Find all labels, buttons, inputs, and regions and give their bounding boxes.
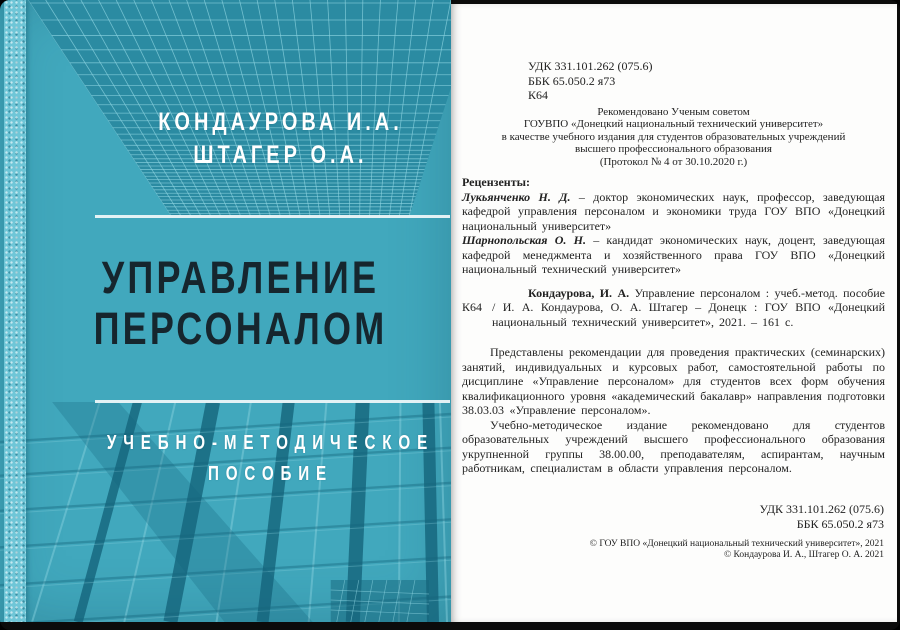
recommendation-line: высшего профессионального образования <box>575 143 772 155</box>
udk-number: УДК 331.101.262 (075.6) <box>528 59 653 73</box>
book-front-cover <box>0 0 451 622</box>
recommendation-line: ГОУВПО «Донецкий национальный технический университет» <box>523 118 824 130</box>
page-footer <box>590 502 884 561</box>
reviewer-name: Шарнопольская О. Н. <box>462 233 586 247</box>
cover-subtitle <box>99 428 442 490</box>
catalog-description: Управление персоналом : учеб.-метод. пособие / И. А. Кондаурова, О. А. Штагер – Донецк : ГОУ ВПО «Донецкий национальный технический университет», 2021. – 161 с. <box>492 285 885 329</box>
cover-title-line-1: УПРАВЛЕНИЕ <box>101 252 380 303</box>
copyright-line: © Кондаурова И. А., Штагер О. А. 2021 <box>723 550 884 560</box>
reviewers-heading: Рецензенты: <box>462 175 530 189</box>
recommendation-line: Рекомендовано Ученым советом <box>597 105 750 118</box>
annotation-block <box>462 345 885 476</box>
book-spine-texture <box>4 0 26 622</box>
catalog-lead: Кондаурова, И. А. <box>528 285 630 300</box>
footer-udk: УДК 331.101.262 (075.6) <box>759 502 884 516</box>
footer-bbk: ББК 65.050.2 я73 <box>796 516 884 531</box>
annotation-paragraph: Учебно-методическое издание рекомендовано для студентов образовательных учреждений высшего профессионального образования укрупненной группы 38.00.00, преподавателям, аспирантам, научным работникам, специалистам в области управления персоналом. <box>462 417 885 475</box>
catalog-card <box>462 285 885 330</box>
cover-subtitle-line-1: УЧЕБНО-МЕТОДИЧЕСКОЕ <box>106 432 435 454</box>
cover-title-line-2: ПЕРСОНАЛОМ <box>93 303 388 354</box>
bbk-number: ББК 65.050.2 я73 <box>528 73 616 88</box>
reviewer-entry <box>462 233 885 277</box>
copyright-line: © ГОУ ВПО «Донецкий национальный технический университет», 2021 <box>589 539 884 549</box>
cover-subtitle-line-2: ПОСОБИЕ <box>207 463 334 485</box>
reviewers-block <box>462 175 885 277</box>
imprint-page <box>451 4 897 622</box>
reviewer-name: Лукьянченко Н. Д. <box>462 189 571 204</box>
author-sign: К64 <box>528 88 549 102</box>
catalog-author-sign: К64 <box>462 300 483 314</box>
cover-divider-top <box>95 215 450 218</box>
cover-author-2: ШТАГЕР О.А. <box>193 141 368 169</box>
cover-divider-bottom <box>95 400 450 403</box>
recommendation-block <box>462 106 885 169</box>
classification-block <box>528 59 885 103</box>
cover-authors <box>100 106 451 172</box>
recommendation-line: (Протокол № 4 от 30.10.2020 г.) <box>599 155 748 168</box>
cover-author-1: КОНДАУРОВА И.А. <box>158 108 403 136</box>
cover-title <box>60 252 421 354</box>
reviewer-entry <box>462 190 885 234</box>
annotation-paragraph: Представлены рекомендации для проведения практических (семинарских) занятий, индивидуальных и курсовых работ, самостоятельной работы по дисциплине «Управление персоналом» для студентов всех форм обучения квалификационного уровня «академический бакалавр» направления подготовки 38.03.03 «Управление персоналом». <box>462 345 885 417</box>
reviewer-description: – доктор экономических наук, профессор, заведующая кафедрой управления персоналом и экономики труда ГОУ ВПО «Донецкий национальный университет» <box>462 189 885 233</box>
reviewer-description: – кандидат экономических наук, доцент, заведующая кафедрой менеджмента и хозяйственного права ГОУ ВПО «Донецкий национальный технический университет» <box>462 233 886 276</box>
recommendation-line: в качестве учебного издания для студентов образовательных учреждений <box>501 130 846 143</box>
copyright-lines <box>590 539 884 561</box>
